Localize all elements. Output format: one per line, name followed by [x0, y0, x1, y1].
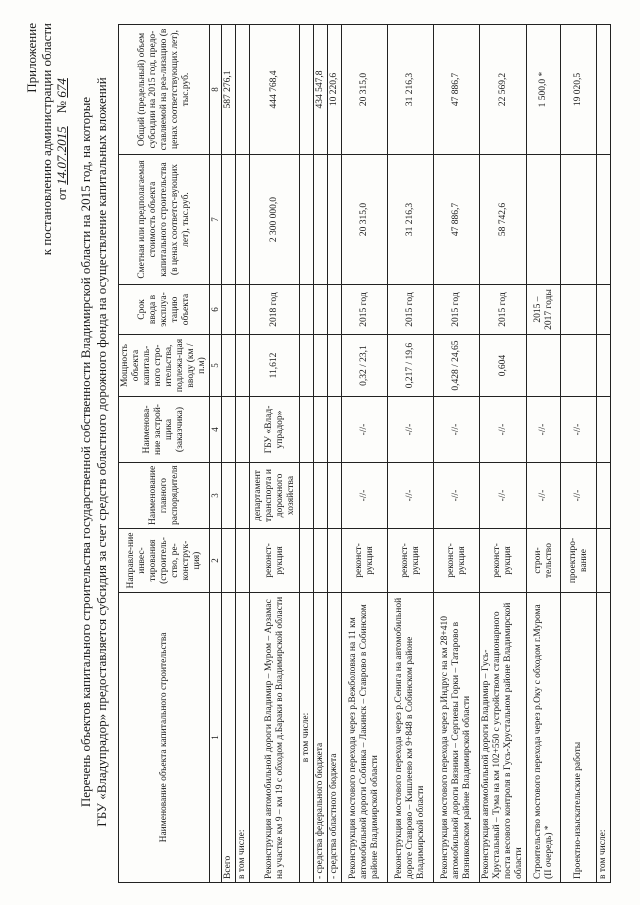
cell-cost [314, 155, 328, 285]
cell-cap [597, 335, 611, 397]
appendix-header [24, 23, 69, 255]
cell-cap: 11,612 [250, 335, 300, 397]
cell-cost [222, 155, 236, 285]
col-number: 1 [210, 593, 222, 883]
cell-term: 2015 год [388, 285, 434, 335]
cell-cap [236, 335, 250, 397]
col-number: 3 [210, 463, 222, 529]
table-row [236, 25, 250, 883]
cell-term: 2015 год [480, 285, 527, 335]
header-cell: Направле-ние инвес-тирования (строитель-ство, ре-конструк-ция) [119, 529, 210, 593]
col-number: 5 [210, 335, 222, 397]
cell-dir: реконст-рукция [434, 529, 480, 593]
cell-name: Реконструкция мостового перехода через р.Индрус на км 28+410 автомобильной дороги Вязники – Сергиевы Горки – Татарово в Вязниковском районе Владимирской области [434, 593, 480, 883]
table-row [597, 25, 611, 883]
table-row [250, 25, 300, 883]
header-cell: Наименование объекта капитального строительства [119, 593, 210, 883]
cell-term [328, 285, 342, 335]
cell-subsidy: 1 500,0 * [527, 25, 561, 155]
cell-cap [314, 335, 328, 397]
header-cell: Наименование главного распорядителя [119, 463, 210, 529]
cell-name: в том числе: [597, 593, 611, 883]
cell-cost: 20 315,0 [342, 155, 388, 285]
cell-subsidy: 31 216,3 [388, 25, 434, 155]
table-row [314, 25, 328, 883]
header-cell: Срок ввода в эксплуа-тацию объекта [119, 285, 210, 335]
cell-subsidy: 19 020,5 [561, 25, 597, 155]
cell-name: Проектно-изыскательские работы [561, 593, 597, 883]
cell-cap [561, 335, 597, 397]
cell-subsidy: 10 220,6 [328, 25, 342, 155]
cell-cust: -//- [434, 397, 480, 463]
cell-cust [300, 397, 314, 463]
col-number: 2 [210, 529, 222, 593]
table-row [527, 25, 561, 883]
cell-cust [328, 397, 342, 463]
table-row [561, 25, 597, 883]
cell-cost [328, 155, 342, 285]
table-body [222, 25, 611, 883]
header-cell: Сметная или предполагаемая стоимость объекта капитального строительства (в ценах соответст-вующих лет), тыс.руб. [119, 155, 210, 285]
cell-dir: реконст-рукция [480, 529, 527, 593]
cell-gr: департамент транспорта и дорожного хозяйства [250, 463, 300, 529]
cell-subsidy: 22 569,2 [480, 25, 527, 155]
cell-dir: строи-тельство [527, 529, 561, 593]
cell-name: Строительство мостового перехода через р.Оку с обходом г.Мурома (II очередь) * [527, 593, 561, 883]
cell-term [300, 285, 314, 335]
cell-term: 2015 год [342, 285, 388, 335]
cell-dir [236, 529, 250, 593]
cell-cost: 47 886,7 [434, 155, 480, 285]
cell-cap [527, 335, 561, 397]
document-title [78, 17, 110, 887]
cell-name: Реконструкция мостового перехода через р.Сенига на автомобильной дороге Ставрово – Кишлеево км 9+848 в Собинском районе Владимирской области [388, 593, 434, 883]
cell-cust [314, 397, 328, 463]
date-prefix: от [54, 188, 69, 201]
col-number: 8 [210, 25, 222, 155]
title-line-2: ГБУ «Владупрадор» предоставляется субсидия за счет средств областного дорожного фонда на осуществление капитальных вложений [94, 77, 109, 827]
number-prefix: № [54, 100, 69, 114]
appendix-label: Приложение [24, 23, 39, 93]
cell-subsidy: 587 276,1 [222, 25, 236, 155]
cell-cust: -//- [480, 397, 527, 463]
table-header-row [119, 25, 210, 883]
cell-name: Всего [222, 593, 236, 883]
cell-name: Реконструкция автомобильной дороги Владимир – Муром – Арзамас на участке км 9 – км 19 с обходом д.Бараки во Владимирской области [250, 593, 300, 883]
cell-gr: -//- [342, 463, 388, 529]
cell-gr [236, 463, 250, 529]
cell-gr: -//- [434, 463, 480, 529]
cell-dir [222, 529, 236, 593]
header-cell: Мощность объекта капиталь-ного стро-ительства, подлежа-щая вводу (км / п.м) [119, 335, 210, 397]
cell-subsidy [236, 25, 250, 155]
cell-cap: 0,604 [480, 335, 527, 397]
decree-date-line [54, 23, 69, 255]
col-number: 7 [210, 155, 222, 285]
cell-cust [597, 397, 611, 463]
cell-term: 2015 – 2017 годы [527, 285, 561, 335]
cell-dir [328, 529, 342, 593]
cell-subsidy: 20 315,0 [342, 25, 388, 155]
cell-subsidy: 444 768,4 [250, 25, 300, 155]
cell-dir: реконст-рукция [388, 529, 434, 593]
cell-cost [561, 155, 597, 285]
cell-gr [222, 463, 236, 529]
title-line-1: Перечень объектов капитального строительства государственной собственности Владимирской области на 2015 год, на которые [78, 96, 93, 808]
cell-name: Реконструкция автомобильной дороги Владимир – Гусь-Хрустальный – Тума на км 102+550 с устройством стационарного поста весового контроля в Гусь-Хрустальном районе Владимирской области [480, 593, 527, 883]
cell-cost [527, 155, 561, 285]
cell-cap [328, 335, 342, 397]
cell-dir [314, 529, 328, 593]
cell-name: - средства областного бюджета [328, 593, 342, 883]
decree-line: к постановлению администрации области [39, 23, 54, 256]
cell-gr [597, 463, 611, 529]
decree-date: 14.07.2015 [54, 126, 69, 185]
cell-subsidy [597, 25, 611, 155]
cell-term [561, 285, 597, 335]
cell-name: Реконструкция мостового перехода через р.Вежболовка на 11 км автомобильной дороги Собинка – Лакинск – Ставрово в Собинском районе Владимирской области [342, 593, 388, 883]
cell-term: 2018 год [250, 285, 300, 335]
cell-cust: -//- [342, 397, 388, 463]
cell-cost [300, 155, 314, 285]
cell-term: 2015 год [434, 285, 480, 335]
cell-cap: 0,428 / 24,65 [434, 335, 480, 397]
table-row [342, 25, 388, 883]
cell-gr [300, 463, 314, 529]
table-row [480, 25, 527, 883]
table-row [388, 25, 434, 883]
table-row [434, 25, 480, 883]
cell-gr: -//- [388, 463, 434, 529]
cell-dir [597, 529, 611, 593]
cell-gr: -//- [527, 463, 561, 529]
column-number-row [210, 25, 222, 883]
cell-cap: 0,217 / 19,6 [388, 335, 434, 397]
cell-cost: 31 216,3 [388, 155, 434, 285]
table-row [222, 25, 236, 883]
header-cell: Общий (предельный) объем субсидии на 2015 год, предо-ставляемой на реа-лизацию (в ценах соответствующих лет), тыс.руб. [119, 25, 210, 155]
cell-cost [236, 155, 250, 285]
col-number: 4 [210, 397, 222, 463]
cell-cap: 0,32 / 23,1 [342, 335, 388, 397]
cell-subsidy [300, 25, 314, 155]
document-page [20, 17, 620, 887]
cell-term [222, 285, 236, 335]
cell-subsidy: 434 547,8 [314, 25, 328, 155]
cell-dir [300, 529, 314, 593]
cell-dir: проектиро-вание [561, 529, 597, 593]
cell-cust [236, 397, 250, 463]
cell-cust: -//- [561, 397, 597, 463]
objects-table [118, 24, 611, 883]
cell-cust: -//- [527, 397, 561, 463]
table-row [300, 25, 314, 883]
cell-name: в том числе: [300, 593, 314, 883]
cell-term [314, 285, 328, 335]
cell-gr [328, 463, 342, 529]
cell-subsidy: 47 886,7 [434, 25, 480, 155]
cell-name: в том числе: [236, 593, 250, 883]
col-number: 6 [210, 285, 222, 335]
cell-cust: -//- [388, 397, 434, 463]
cell-dir: реконст-рукция [342, 529, 388, 593]
decree-number: 674 [54, 78, 69, 98]
cell-cust [222, 397, 236, 463]
table-row [328, 25, 342, 883]
cell-term [236, 285, 250, 335]
cell-cap [300, 335, 314, 397]
cell-dir: реконст-рукция [250, 529, 300, 593]
cell-gr: -//- [561, 463, 597, 529]
cell-name: - средства федерального бюджета [314, 593, 328, 883]
cell-cap [222, 335, 236, 397]
cell-cust: ГБУ «Влад-упрадор» [250, 397, 300, 463]
cell-cost [597, 155, 611, 285]
cell-gr [314, 463, 328, 529]
header-cell: Наименова-ние застрой-щика (заказчика) [119, 397, 210, 463]
cell-cost: 58 742,6 [480, 155, 527, 285]
cell-cost: 2 300 000,0 [250, 155, 300, 285]
cell-gr: -//- [480, 463, 527, 529]
cell-term [597, 285, 611, 335]
